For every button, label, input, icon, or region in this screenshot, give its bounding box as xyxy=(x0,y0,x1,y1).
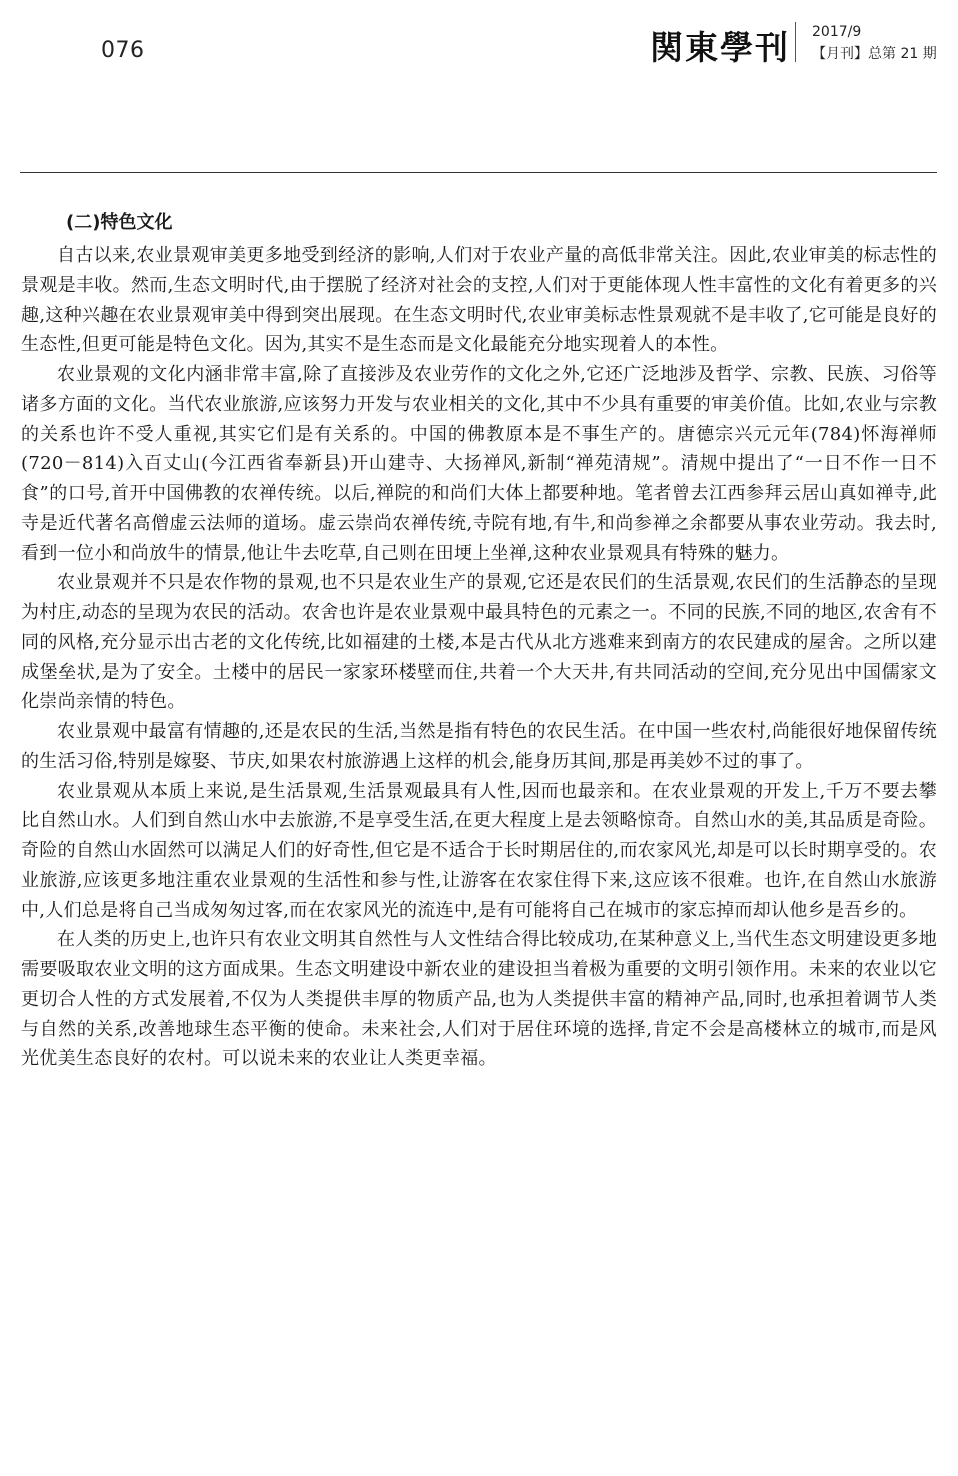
paragraph-1: 自古以来,农业景观审美更多地受到经济的影响,人们对于农业产量的高低非常关注。因此,农业审美的标志性的景观是丰收。然而,生态文明时代,由于摆脱了经济对社会的支控,人们对于更能体现人性丰富性的文化有着更多的兴趣,这种兴趣在农业景观审美中得到突出展现。在生态文明时代,农业审美标志性景观就不是丰收了,它可能是良好的生态性,但更可能是特色文化。因为,其实不是生态而是文化最能充分地实现着人的本性。 xyxy=(21,245,937,356)
paragraph-5: 农业景观从本质上来说,是生活景观,生活景观最具有人性,因而也最亲和。在农业景观的开发上,千万不要去攀比自然山水。人们到自然山水中去旅游,不是享受生活,在更大程度上是去领略惊奇。自然山水的美,其品质是奇险。奇险的自然山水固然可以满足人们的好奇性,但它是不适合于长时期居住的,而农家风光,却是可以长时期享受的。农业旅游,应该更多地注重农业景观的生活性和参与性,让游客在农家住得下来,这应该不很难。也许,在自然山水旅游中,人们总是将自己当成匆匆过客,而在农家风光的流连中,是有可能将自己在城市的家忘掉而却认他乡是吾乡的。 xyxy=(21,780,937,921)
header-divider xyxy=(795,22,796,62)
issue-info: 【月刊】总第 21 期 xyxy=(812,46,937,62)
journal-title: 関東學刊 xyxy=(650,28,790,67)
paragraph-6: 在人类的历史上,也许只有农业文明其自然性与人文性结合得比较成功,在某种意义上,当代生态文明建设更多地需要吸取农业文明的这方面成果。生态文明建设中新农业的建设担当着极为重要的文明引领作用。未来的农业以它更切合人性的方式发展着,不仅为人类提供丰厚的物质产品,也为人类提供丰富的精神产品,同时,也承担着调节人类与自然的关系,改善地球生态平衡的使命。未来社会,人们对于居住环境的选择,肯定不会是高楼林立的城市,而是风光优美生态良好的农村。可以说未来的农业让人类更幸福。 xyxy=(21,929,937,1070)
section-heading: (二)特色文化 xyxy=(66,212,173,233)
issue-date: 2017/9 xyxy=(812,24,862,40)
paragraph-4: 农业景观中最富有情趣的,还是农民的生活,当然是指有特色的农民生活。在中国一些农村,尚能很好地保留传统的生活习俗,特别是嫁娶、节庆,如果农村旅游遇上这样的机会,能身历其间,那是再美妙不过的事了。 xyxy=(21,721,937,772)
header-rule xyxy=(20,172,937,173)
paragraph-2: 农业景观的文化内涵非常丰富,除了直接涉及农业劳作的文化之外,它还广泛地涉及哲学、宗教、民族、习俗等诸多方面的文化。当代农业旅游,应该努力开发与农业相关的文化,其中不少具有重要的审美价值。比如,农业与宗教的关系也许不受人重视,其实它们是有关系的。中国的佛教原本是不事生产的。唐德宗兴元元年(784)怀海禅师(720－814)入百丈山(今江西省奉新县)开山建寺、大扬禅风,新制“禅苑清规”。清规中提出了“一日不作一日不食”的口号,首开中国佛教的农禅传统。以后,禅院的和尚们大体上都要种地。笔者曾去江西参拜云居山真如禅寺,此寺是近代著名高僧虚云法师的道场。虚云崇尚农禅传统,寺院有地,有牛,和尚参禅之余都要从事农业劳动。我去时,看到一位小和尚放牛的情景,他让牛去吃草,自己则在田埂上坐禅,这种农业景观具有特殊的魅力。 xyxy=(21,364,937,564)
paragraph-3: 农业景观并不只是农作物的景观,也不只是农业生产的景观,它还是农民们的生活景观,农民们的生活静态的呈现为村庄,动态的呈现为农民的活动。农舍也许是农业景观中最具特色的元素之一。不同的民族,不同的地区,农舍有不同的风格,充分显示出古老的文化传统,比如福建的土楼,本是古代从北方逃难来到南方的农民建成的屋舍。之所以建成堡垒状,是为了安全。土楼中的居民一家家环楼壁而住,共着一个大天井,有共同活动的空间,充分见出中国儒家文化崇尚亲情的特色。 xyxy=(21,572,937,713)
article-body xyxy=(21,207,937,1074)
page-number: 076 xyxy=(101,38,145,63)
